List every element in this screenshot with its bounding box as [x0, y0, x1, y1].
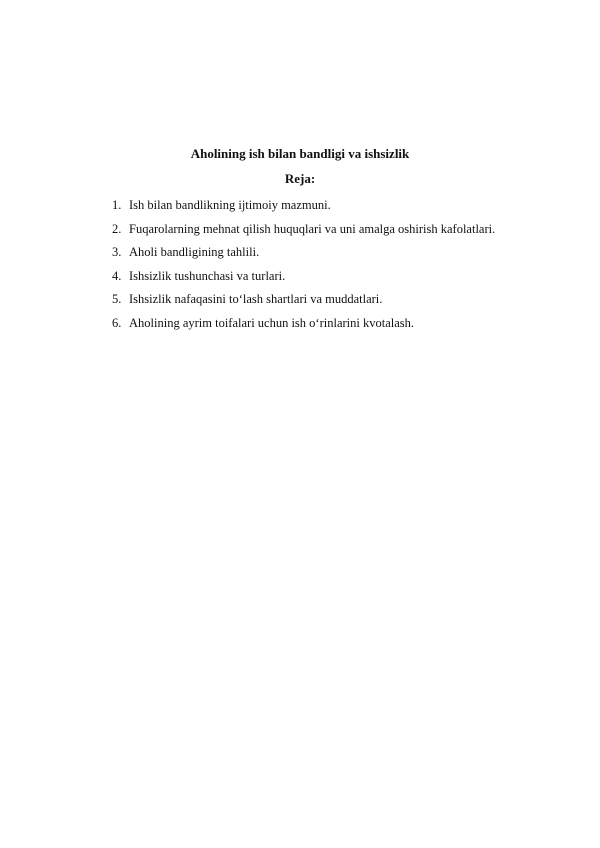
plan-item-text: Aholining ayrim toifalari uchun ish o‘rinlarini kvotalash.	[129, 315, 415, 330]
plan-item-number: 3.	[112, 245, 122, 259]
plan-item	[112, 241, 528, 265]
plan-item	[112, 218, 528, 242]
plan-item	[112, 312, 528, 336]
plan-list	[112, 194, 528, 335]
plan-item	[112, 288, 528, 312]
plan-item-text: Aholi bandligining tahlili.	[129, 245, 260, 259]
plan-heading: Reja:	[284, 171, 316, 186]
plan-item-number: 2.	[112, 221, 122, 236]
plan-item	[112, 265, 528, 289]
plan-item-text: Ishsizlik nafaqasini to‘lash shartlari va muddatlari.	[129, 292, 383, 306]
plan-item-text: Ish bilan bandlikning ijtimoiy mazmuni.	[129, 198, 331, 212]
plan-item-number: 5.	[112, 292, 122, 306]
plan-item-text: Ishsizlik tushunchasi va turlari.	[129, 268, 286, 283]
plan-item	[112, 194, 528, 218]
plan-item-text: Fuqarolarning mehnat qilish huquqlari va uni amalga oshirish kafolatlari.	[129, 221, 496, 236]
document-title: Aholining ish bilan bandligi va ishsizlik	[190, 146, 410, 161]
plan-item-number: 6.	[112, 315, 122, 330]
plan-item-number: 4.	[112, 268, 122, 283]
plan-item-number: 1.	[112, 198, 122, 212]
